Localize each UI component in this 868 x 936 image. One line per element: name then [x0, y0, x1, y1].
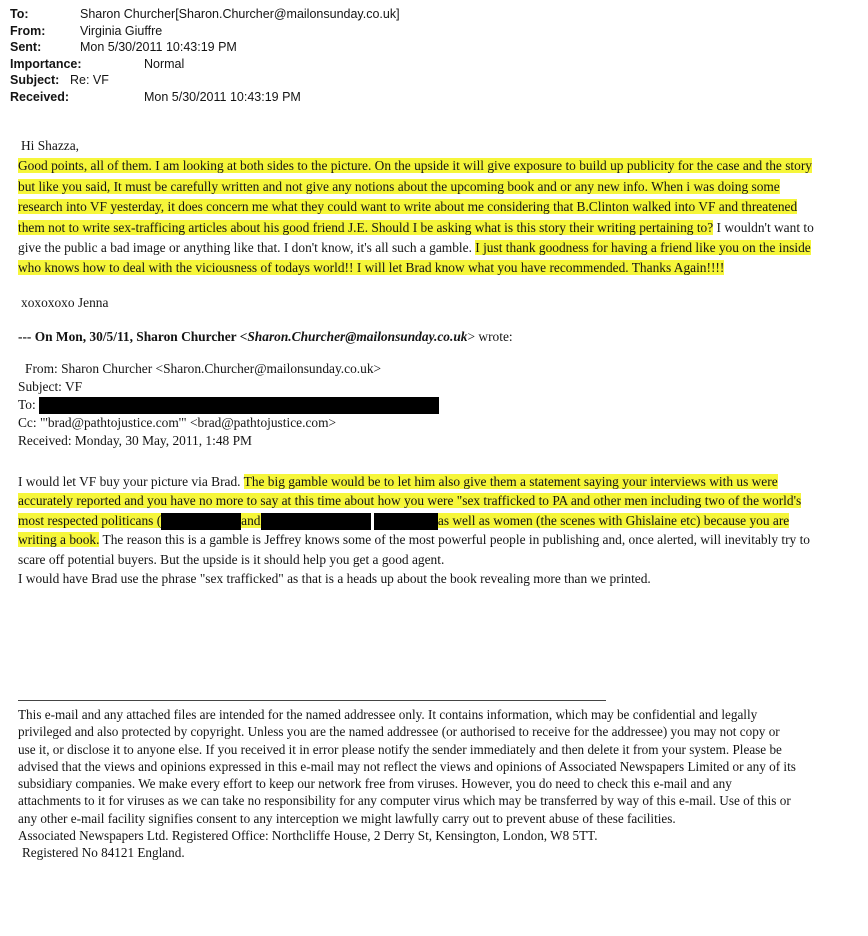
redaction-bar: [374, 513, 438, 530]
header-importance-row: [10, 56, 530, 73]
registered-office: Associated Newspapers Ltd. Registered Office: Northcliffe House, 2 Derry St, Kensington, London, W8 5TT.: [18, 828, 598, 844]
highlighted-and: and: [241, 512, 261, 528]
disclaimer-text: This e-mail and any attached files are intended for the named addressee only. It contains information, which may be confidential and legally privileged and also protected by copyright. Unless you are the named addressee (or authorised to receive for the addressee) you may not copy or use it, or disclose it to anyone else. If you received it in error please notify the sender immediately and then delete it from your system. Please be advised that the views and opinions expressed in this e-mail may not reflect the views and opinions of Associated Newspapers Limited or any of its subsidiary companies. We make every effort to keep our network free from viruses. However, you do need to check this e-mail and any attachments to it for viruses as we can take no responsibility for any computer virus which may be transferred by way of this e-mail. Use of this or any other e-mail facility signifies consent to any interception we might lawfully carry out to prevent abuse of these facilities.: [18, 707, 796, 826]
email-body: [18, 136, 818, 589]
quoted-to-label: To:: [18, 396, 36, 412]
sent-value: Mon 5/30/2011 10:43:19 PM: [80, 40, 237, 54]
highlighted-text-4: as well as women (the scenes with Ghislaine etc) because you are writing a book.: [18, 512, 790, 548]
subject-label: Subject:: [10, 73, 60, 87]
redaction-bar: [261, 513, 371, 530]
to-value: Sharon Churcher[Sharon.Churcher@mailonsunday.co.uk]: [80, 7, 400, 21]
quoted-message: [18, 472, 818, 588]
redaction-bar: [39, 397, 439, 414]
header-received-row: [10, 89, 530, 106]
divider-line: [18, 700, 606, 701]
sent-label: Sent:: [10, 40, 42, 54]
email-header: [10, 6, 530, 105]
header-to-row: [10, 6, 530, 23]
quote-intro: [18, 327, 818, 347]
greeting: Hi Shazza,: [21, 138, 80, 153]
registration-number: Registered No 84121 England.: [22, 845, 185, 861]
header-sent-row: [10, 39, 530, 56]
message-last-line: I would have Brad use the phrase "sex trafficked" as that is a heads up about the book revealing more than we printed.: [18, 571, 651, 587]
quoted-subject-line: Subject: VF: [18, 378, 83, 394]
from-value: Virginia Giuffre: [80, 23, 163, 38]
quoted-from-line: From: Sharon Churcher <Sharon.Churcher@mailonsunday.co.uk>: [25, 360, 382, 376]
message-lead: I would let VF buy your picture via Brad.: [18, 474, 244, 490]
received-value: Mon 5/30/2011 10:43:19 PM: [144, 89, 301, 104]
highlighted-text-3: The big gamble would be to let him also give them a statement saying your interviews with us were accurately reported and you have no more to say at this time about how you were "sex trafficked to PA and other men including two of the world's most respected politicans (: [18, 474, 802, 528]
quote-intro-suffix: > wrote:: [467, 329, 513, 345]
redaction-bar: [161, 513, 241, 530]
header-subject-row: [10, 72, 530, 89]
quote-intro-prefix: --- On Mon, 30/5/11, Sharon Churcher <: [18, 329, 248, 345]
quote-intro-email: Sharon.Churcher@mailonsunday.co.uk: [247, 329, 468, 345]
received-label: Received:: [10, 89, 70, 104]
from-label: From:: [10, 23, 46, 38]
importance-value: Normal: [144, 56, 185, 71]
forwarded-header: [18, 360, 818, 450]
plain-text: I wouldn't want to give the public a bad image or anything like that. I don't know, it's all such a gamble.: [18, 219, 814, 256]
header-from-row: [10, 23, 530, 40]
reply-paragraph: [18, 156, 818, 278]
to-label: To:: [10, 7, 29, 21]
quoted-cc-line: Cc: "'brad@pathtojustice.com'" <brad@pathtojustice.com>: [18, 415, 337, 431]
quoted-received-line: Received: Monday, 30 May, 2011, 1:48 PM: [18, 433, 252, 449]
message-tail: The reason this is a gamble is Jeffrey knows some of the most powerful people in publishing and, once alerted, will inevitably try to scare off potential buyers. But the upside is it should help you get a good agent.: [18, 532, 810, 567]
quoted-to-line: [18, 396, 818, 414]
highlighted-text: Good points, all of them. I am looking at both sides to the picture. On the upside it will give exposure to build up publicity for the case and the story but like you said, It must be carefully written and not give any notions about the upcoming book and or any new info. When i was doing some research into VF yesterday, it does concern me what they could want to write about me considering that B.Clinton walked into VF and threatened them not to write sex-trafficing articles about his good friend J.E. Should I be asking what is this story their writing pertaining to?: [18, 158, 812, 235]
subject-value: Re: VF: [70, 73, 109, 87]
signature: xoxoxoxo Jenna: [21, 294, 109, 310]
importance-label: Importance:: [10, 56, 82, 71]
disclaimer: [18, 706, 798, 862]
highlighted-text-2: I just thank goodness for having a friend like you on the inside who knows how to deal with the viciousness of todays world!! I will let Brad know what you have recommended. Thanks Again!!!!: [18, 240, 811, 276]
